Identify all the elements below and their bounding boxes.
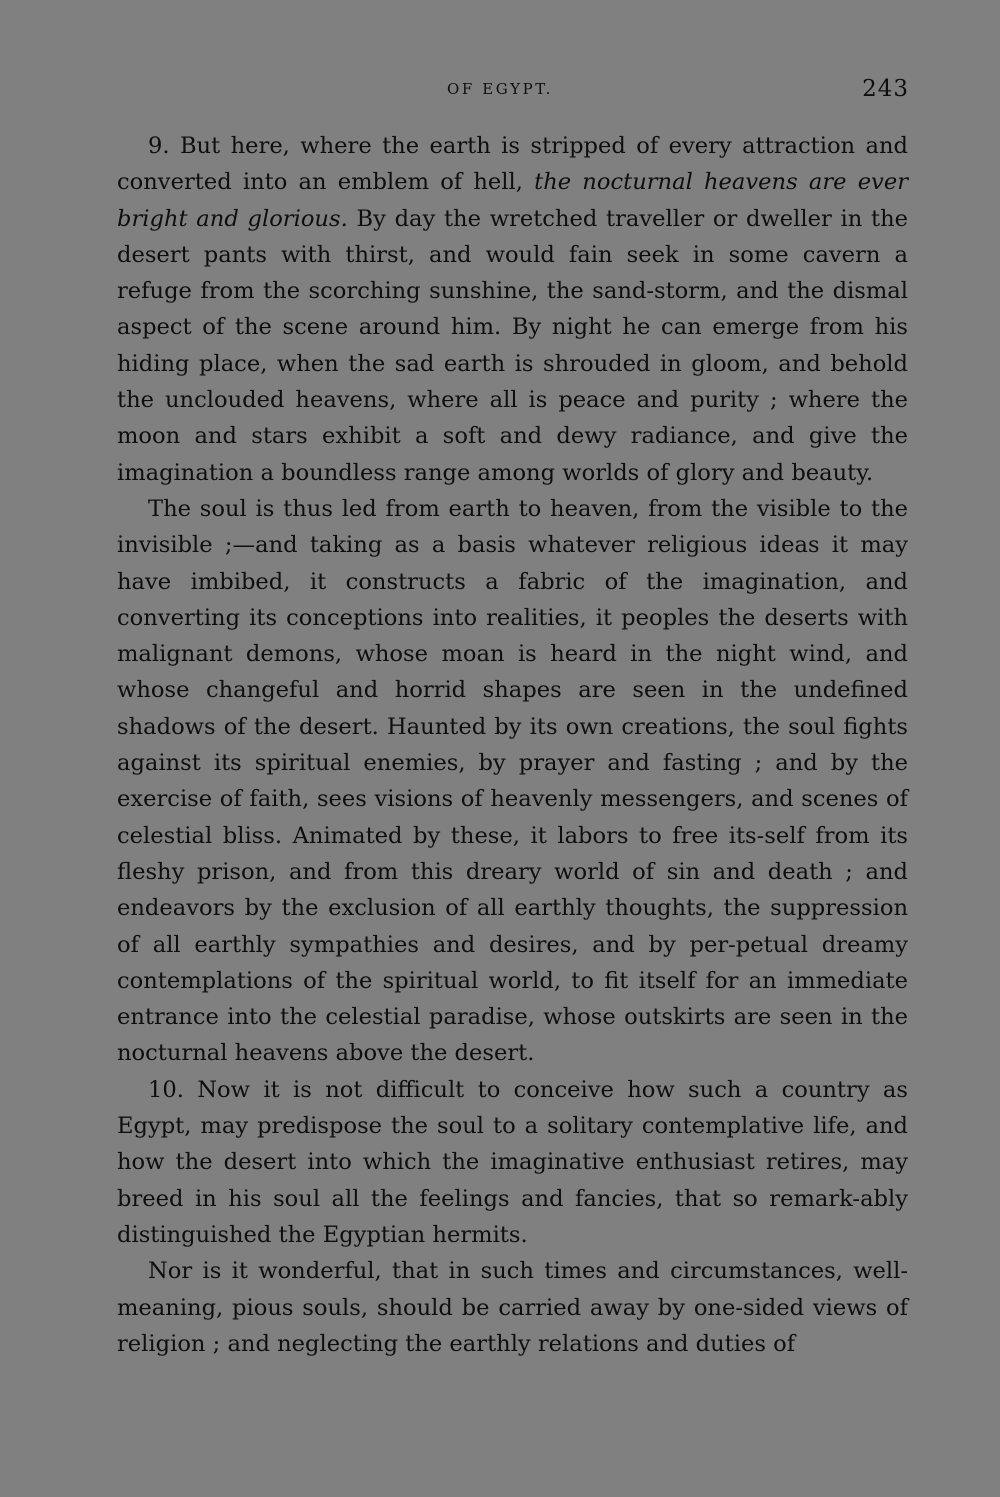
paragraph-nor: Nor is it wonderful, that in such times and circumstances, well-meaning, pious souls, should be carried away by one-sided views of religion ; and neglecting the earthly relations and duties of [117,1258,908,1357]
paragraph-soul: The soul is thus led from earth to heaven, from the visible to the invisible ;—and taking as a basis whatever religious ideas it may have imbibed, it constructs a fabric of the imagination, and converting its conceptions into realities, it peoples the deserts with malignant demons, whose moan is heard in the night wind, and whose changeful and horrid shapes are seen in the undefined shadows of the desert. Haunted by its own creations, the soul fights against its spiritual enemies, by prayer and fasting ; and by the exercise of faith, sees visions of heavenly messengers, and scenes of celestial bliss. Animated by these, it labors to free its-self from its fleshy prison, and from this dreary world of sin and death ; and endeavors by the exclusion of all earthly thoughts, the suppression of all earthly sympathies and desires, and by per-petual dreamy contemplations of the spiritual world, to fit itself for an immediate entrance into the celestial paradise, whose outskirts are seen in the nocturnal heavens above the desert. [117,495,908,1067]
paragraph-10: 10. Now it is not difficult to conceive how such a country as Egypt, may predispose the soul to a solitary contemplative life, and how the desert into which the imaginative enthusiast retires, may breed in his soul all the feelings and fancies, that so remark-ably distinguished the Egyptian hermits. [117,1076,908,1248]
paragraph-9 [117,128,908,491]
running-title: OF EGYPT. [446,80,554,98]
paragraph-9-text-start: 9. But here, where the earth is stripped of every attraction and converted into an emblem of hell, [117,133,908,196]
running-head [0,76,1000,104]
paragraph-9-text-end: By day the wretched traveller or dweller in the desert pants with thirst, and would fain seek in some cavern a refuge from the scorching sunshine, the sand-storm, and the dismal aspect of the scene around him. By night he can emerge from his hiding place, when the sad earth is shrouded in gloom, and behold the unclouded heavens, where all is peace and purity ; where the moon and stars exhibit a soft and dewy radiance, and give the imagination a boundless range among worlds of glory and beauty. [117,205,909,486]
paragraph-9-italic-phrase: the nocturnal heavens are ever bright and glorious. [117,169,908,232]
body-text [117,128,908,1362]
page-number: 243 [862,76,909,102]
